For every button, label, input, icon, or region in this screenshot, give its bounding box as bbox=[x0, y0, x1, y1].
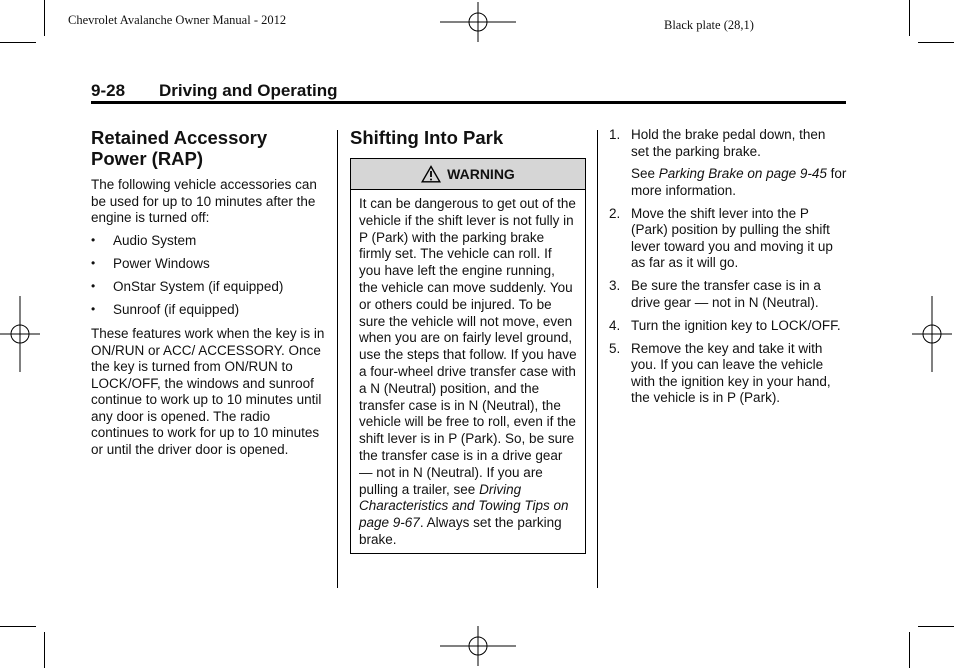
step-text: Move the shift lever into the P (Park) position by pulling the shift lever toward you and moving it up as far as it will go. bbox=[631, 205, 833, 270]
rap-section bbox=[91, 127, 327, 458]
rap-heading-line1: Retained Accessory bbox=[91, 127, 268, 148]
registration-mark-left bbox=[0, 296, 40, 372]
crop-mark bbox=[0, 626, 36, 627]
warning-body bbox=[351, 190, 585, 553]
column-divider bbox=[337, 130, 338, 588]
bullet-glyph: • bbox=[91, 232, 96, 247]
step-text: Hold the brake pedal down, then set the parking brake. bbox=[631, 127, 826, 159]
warning-box bbox=[350, 158, 586, 554]
crop-mark bbox=[918, 42, 954, 43]
section-title: Driving and Operating bbox=[159, 81, 338, 100]
warning-label: WARNING bbox=[447, 166, 515, 182]
list-item-text: OnStar System (if equipped) bbox=[113, 278, 284, 294]
step-note bbox=[631, 166, 847, 199]
crop-mark bbox=[909, 632, 910, 668]
crop-mark bbox=[44, 632, 45, 668]
rap-heading bbox=[91, 127, 327, 169]
list-item bbox=[91, 279, 327, 296]
column-divider bbox=[597, 130, 598, 588]
list-item bbox=[607, 341, 847, 407]
step-number: 5. bbox=[609, 340, 621, 356]
list-item bbox=[91, 233, 327, 250]
step-number: 4. bbox=[609, 317, 621, 333]
warning-header bbox=[351, 159, 585, 190]
list-item-text: Audio System bbox=[113, 232, 197, 248]
step-text: Remove the key and take it with you. If you can leave the vehicle with the ignition key in your hand, the vehicle is in P (Park). bbox=[631, 340, 831, 405]
step-number: 2. bbox=[609, 205, 621, 221]
rap-bullet-list bbox=[91, 233, 327, 319]
crop-mark bbox=[909, 0, 910, 36]
step-note-suffix: for more information. bbox=[631, 166, 847, 198]
list-item bbox=[91, 302, 327, 319]
registration-mark-bottom bbox=[440, 626, 516, 666]
list-item bbox=[607, 318, 847, 335]
step-number: 1. bbox=[609, 127, 621, 142]
registration-mark-top bbox=[440, 2, 516, 42]
crop-mark bbox=[44, 0, 45, 36]
warning-reference: Driving Characteristics and Towing Tips on page 9-67 bbox=[359, 481, 569, 531]
park-section bbox=[350, 127, 586, 554]
steps-section bbox=[607, 127, 847, 413]
header-rule bbox=[91, 101, 846, 104]
rap-intro: The following vehicle accessories can be used for up to 10 minutes after the engine is turned off: bbox=[91, 177, 317, 225]
list-item bbox=[607, 127, 847, 199]
steps-list bbox=[607, 127, 847, 407]
park-heading: Shifting Into Park bbox=[350, 127, 504, 148]
step-note-prefix: See bbox=[631, 166, 659, 181]
list-item-text: Power Windows bbox=[113, 255, 210, 271]
plate-label: Black plate (28,1) bbox=[664, 18, 754, 32]
list-item bbox=[607, 278, 847, 311]
registration-mark-right bbox=[912, 296, 952, 372]
manual-title: Chevrolet Avalanche Owner Manual - 2012 bbox=[68, 13, 287, 27]
step-text: Be sure the transfer case is in a drive gear — not in N (Neutral). bbox=[631, 278, 821, 310]
crop-mark bbox=[918, 626, 954, 627]
warning-icon bbox=[421, 165, 441, 183]
warning-text: It can be dangerous to get out of the vehicle if the shift lever is not fully in P (Park) with the parking brake firmly set. The vehicle can roll. If you have left the engine running, the vehicle can move suddenly. You or others could be injured. To be sure the vehicle will not move, even when you are on fairly level ground, use the steps that follow. If you have a four-wheel drive transfer case with a N (Neutral) position, and the transfer case is in N (Neutral), the vehicle will be free to roll, even if the shift lever is in P (Park). So, be sure the transfer case is in a drive gear — not in N (Neutral). If you are pulling a trailer, see bbox=[359, 196, 577, 497]
step-text: Turn the ignition key to LOCK/OFF. bbox=[631, 317, 841, 333]
rap-closing: These features work when the key is in ON/RUN or ACC/ ACCESSORY. Once the key is turned from ON/RUN to LOCK/OFF, the windows and sunroof continue to work up to 10 minutes until any door is opened. The radio continues to work for up to 10 minutes or until the driver door is opened. bbox=[91, 326, 325, 457]
bullet-glyph: • bbox=[91, 301, 96, 316]
step-note-reference: Parking Brake on page 9-45 bbox=[658, 166, 827, 181]
crop-mark bbox=[0, 42, 36, 43]
step-number: 3. bbox=[609, 278, 621, 293]
page-number: 9-28 bbox=[91, 81, 126, 100]
bullet-glyph: • bbox=[91, 255, 96, 270]
rap-heading-line2: Power (RAP) bbox=[91, 148, 204, 169]
list-item bbox=[91, 256, 327, 273]
bullet-glyph: • bbox=[91, 278, 96, 293]
list-item-text: Sunroof (if equipped) bbox=[113, 301, 240, 317]
list-item bbox=[607, 206, 847, 272]
warning-tail: . Always set the parking brake. bbox=[359, 515, 562, 547]
